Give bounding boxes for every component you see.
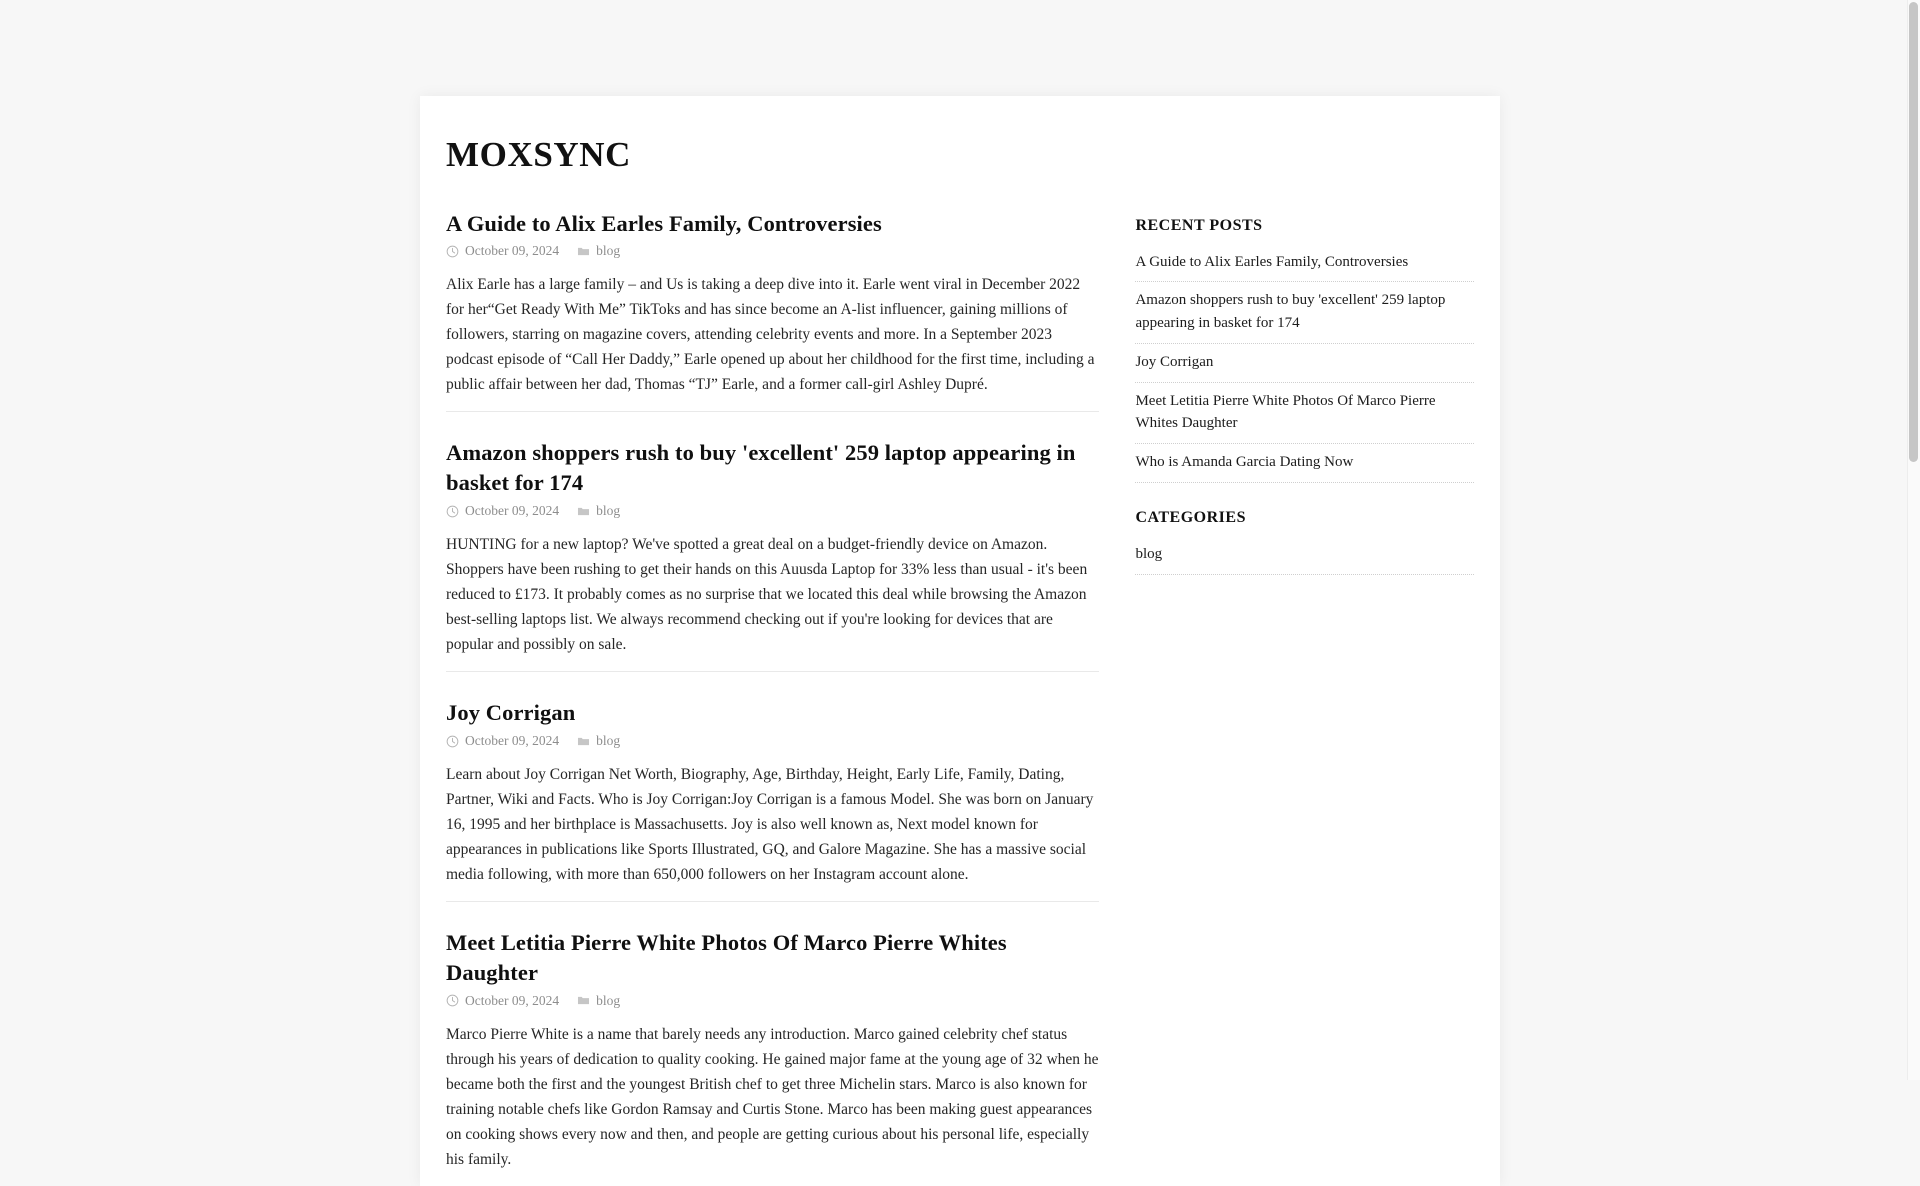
- post-category-text[interactable]: blog: [596, 244, 620, 258]
- post-body: Marco Pierre White is a name that barely needs any introduction. Marco gained celebrity chef status through his years of dedication to quality cooking. He gained major fame at the young age of 32 when he became both the first and the youngest British chef to get three Michelin stars. Marco is also known for training notable chefs like Gordon Ramsay and Curtis Stone. Marco has been making guest appearances on cooking shows every now and then, and people are getting curious about his personal life, especially his family.: [446, 1022, 1099, 1173]
- clock-icon: [446, 245, 459, 258]
- post-category-text[interactable]: blog: [596, 734, 620, 748]
- widget-title-categories: CATEGORIES: [1135, 509, 1474, 527]
- sidebar: [1135, 209, 1474, 601]
- category-link[interactable]: blog: [1135, 543, 1474, 575]
- scrollbar-thumb[interactable]: [1909, 2, 1918, 462]
- post-body: Learn about Joy Corrigan Net Worth, Biography, Age, Birthday, Height, Early Life, Family, Dating, Partner, Wiki and Facts. Who is Joy Corrigan:Joy Corrigan is a famous Model. She was born on January 16, 1995 and her birthplace is Massachusetts. Joy is also well known as, Next model known for appearances in publications like Sports Illustrated, GQ, and Galore Magazine. She has a massive social media following, with more than 650,000 followers on her Instagram account alone.: [446, 762, 1099, 888]
- recent-post-link[interactable]: Joy Corrigan: [1135, 344, 1474, 383]
- post-category[interactable]: [577, 994, 620, 1008]
- vertical-scrollbar[interactable]: [1907, 0, 1920, 1080]
- site-title[interactable]: MOXSYNC: [446, 136, 1474, 175]
- clock-icon: [446, 735, 459, 748]
- post-title[interactable]: Amazon shoppers rush to buy 'excellent' 259 laptop appearing in basket for 174: [446, 438, 1099, 498]
- post-item: [446, 411, 1099, 671]
- recent-post-link[interactable]: Who is Amanda Garcia Dating Now: [1135, 444, 1474, 483]
- post-date: [446, 244, 559, 258]
- post-category[interactable]: [577, 734, 620, 748]
- recent-post-link[interactable]: A Guide to Alix Earles Family, Controversies: [1135, 251, 1474, 283]
- folder-icon: [577, 994, 590, 1007]
- clock-icon: [446, 505, 459, 518]
- post-category[interactable]: [577, 244, 620, 258]
- widget-recent-posts: [1135, 217, 1474, 484]
- widget-title-recent-posts: RECENT POSTS: [1135, 217, 1474, 235]
- post-date-text: October 09, 2024: [465, 734, 559, 748]
- widget-categories: [1135, 509, 1474, 575]
- folder-icon: [577, 505, 590, 518]
- post-date-text: October 09, 2024: [465, 244, 559, 258]
- post-item: [446, 209, 1099, 412]
- post-meta: [446, 504, 1099, 518]
- post-item: [446, 671, 1099, 901]
- content-columns: [446, 209, 1474, 1186]
- recent-posts-list: [1135, 251, 1474, 484]
- clock-icon: [446, 994, 459, 1007]
- folder-icon: [577, 735, 590, 748]
- folder-icon: [577, 245, 590, 258]
- recent-post-link[interactable]: Meet Letitia Pierre White Photos Of Marco Pierre Whites Daughter: [1135, 383, 1474, 445]
- post-item: [446, 901, 1099, 1186]
- post-title[interactable]: A Guide to Alix Earles Family, Controversies: [446, 209, 1099, 239]
- recent-post-link[interactable]: Amazon shoppers rush to buy 'excellent' 259 laptop appearing in basket for 174: [1135, 282, 1474, 344]
- post-date-text: October 09, 2024: [465, 504, 559, 518]
- post-meta: [446, 994, 1099, 1008]
- post-category[interactable]: [577, 504, 620, 518]
- post-title[interactable]: Joy Corrigan: [446, 698, 1099, 728]
- post-body: Alix Earle has a large family – and Us is taking a deep dive into it. Earle went viral in December 2022 for her“Get Ready With Me” TikToks and has since become an A-list influencer, gaining millions of followers, starring on magazine covers, attending celebrity events and more. In a September 2023 podcast episode of “Call Her Daddy,” Earle opened up about her childhood for the first time, including a public affair between her dad, Thomas “TJ” Earle, and a former call-girl Ashley Dupré.: [446, 272, 1099, 398]
- post-category-text[interactable]: blog: [596, 994, 620, 1008]
- site-content-container: [420, 96, 1500, 1186]
- post-date-text: October 09, 2024: [465, 994, 559, 1008]
- site-header: [446, 130, 1474, 209]
- post-date: [446, 734, 559, 748]
- post-category-text[interactable]: blog: [596, 504, 620, 518]
- post-meta: [446, 734, 1099, 748]
- post-meta: [446, 244, 1099, 258]
- post-date: [446, 504, 559, 518]
- categories-list: [1135, 543, 1474, 575]
- post-body: HUNTING for a new laptop? We've spotted a great deal on a budget-friendly device on Amazon. Shoppers have been rushing to get their hands on this Auusda Laptop for 33% less than usual - it's been reduced to £173. It probably comes as no surprise that we located this deal while browsing the Amazon best-selling laptops list. We always recommend checking out if you're looking for devices that are popular and possibly on sale.: [446, 532, 1099, 658]
- main-post-list: [446, 209, 1135, 1186]
- post-title[interactable]: Meet Letitia Pierre White Photos Of Marco Pierre Whites Daughter: [446, 928, 1099, 988]
- post-date: [446, 994, 559, 1008]
